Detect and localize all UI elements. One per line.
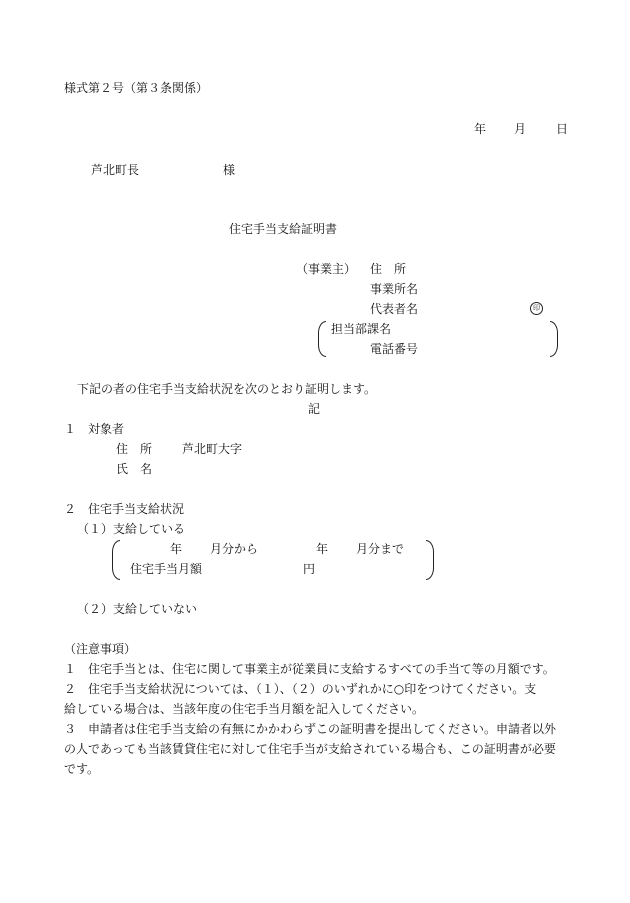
employer-phone-label: 電話番号 <box>370 342 419 356</box>
note-3-line-2: の人であっても当該賃貸住宅に対して住宅手当が支給されている場合も、この証明書が必要 <box>64 742 556 756</box>
notes-heading: （注意事項） <box>64 642 137 656</box>
yen-unit: 円 <box>303 562 316 576</box>
note-2-line-1: ２ 住宅手当支給状況については、（１）、（２）のいずれかに○印をつけてください。支 <box>64 682 537 696</box>
subject-address-label: 住 所 <box>116 442 153 456</box>
option-paid: （１）支給している <box>77 522 186 536</box>
allowance-left-bracket <box>112 540 120 580</box>
ki-heading: 記 <box>308 402 321 416</box>
period-start-year-label: 年 <box>170 542 183 556</box>
addressee-name: 芦北町長 <box>91 163 140 177</box>
subject-name-label: 氏 名 <box>116 462 153 476</box>
period-end-year-label: 年 <box>316 542 329 556</box>
employer-office-name-label: 事業所名 <box>370 282 419 296</box>
allowance-right-bracket <box>426 540 434 580</box>
note-2-line-2: 給している場合は、当該年度の住宅手当月額を記入してください。 <box>64 702 425 716</box>
period-start-month-label: 月分から <box>210 542 259 556</box>
contact-left-bracket <box>318 321 326 357</box>
employer-department-label: 担当部課名 <box>331 322 392 336</box>
form-number: 様式第２号（第３条関係） <box>64 81 209 95</box>
monthly-amount-label: 住宅手当月額 <box>130 562 203 576</box>
addressee-honorific: 様 <box>223 163 236 177</box>
note-1: １ 住宅手当とは、住宅に関して事業主が従業員に支給するすべての手当て等の月額です。 <box>64 662 555 676</box>
employer-label: （事業主） <box>296 262 357 276</box>
date-year-label: 年 <box>474 122 487 136</box>
date-day-label: 日 <box>556 122 569 136</box>
employer-address-label: 住 所 <box>370 262 407 276</box>
note-3-line-1: ３ 申請者は住宅手当支給の有無にかかわらずこの証明書を提出してください。申請者以外 <box>64 722 557 736</box>
intro-text: 下記の者の住宅手当支給状況を次のとおり証明します。 <box>77 382 377 396</box>
note-3-line-3: です。 <box>64 762 100 776</box>
section1-heading: １ 対象者 <box>64 422 125 436</box>
contact-right-bracket <box>550 321 558 357</box>
period-end-month-label: 月分まで <box>356 542 405 556</box>
document-title: 住宅手当支給証明書 <box>229 222 338 236</box>
subject-address-value: 芦北町大字 <box>182 442 243 456</box>
date-month-label: 月 <box>514 122 527 136</box>
seal-mark: 印 <box>530 302 543 315</box>
option-not-paid: （２）支給していない <box>77 602 198 616</box>
section2-heading: ２ 住宅手当支給状況 <box>64 502 185 516</box>
employer-representative-label: 代表者名 <box>370 302 419 316</box>
